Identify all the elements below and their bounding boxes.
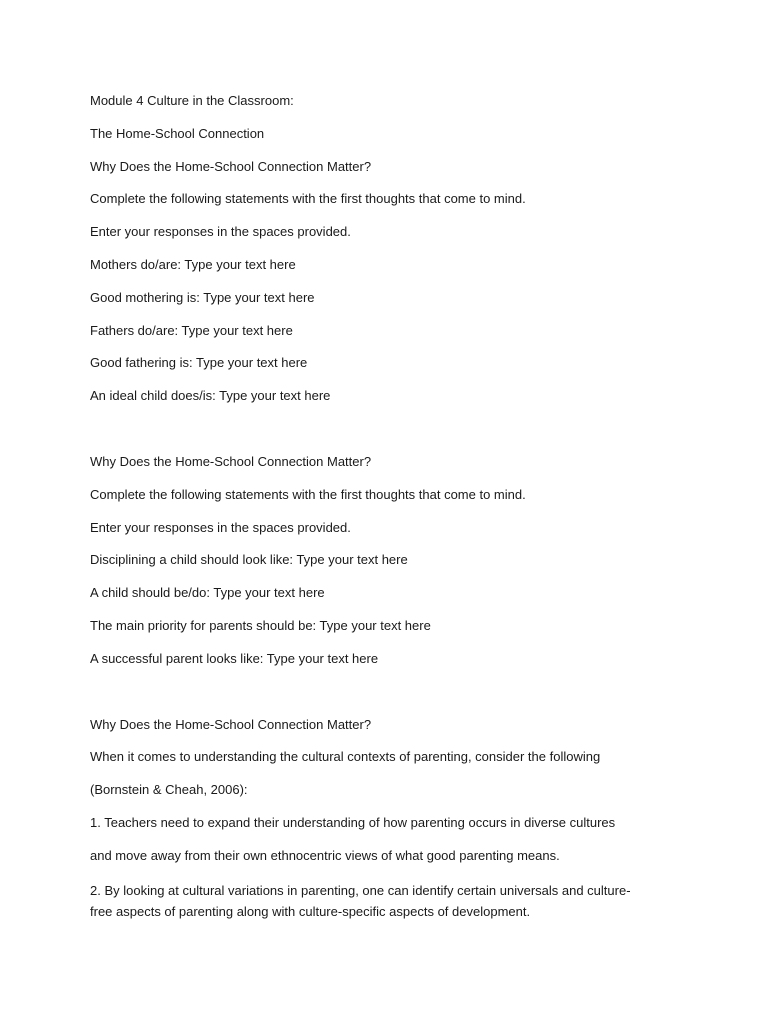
section-1-heading: Why Does the Home-School Connection Matter? [90,158,372,174]
field-prompt: Good fathering is: [90,355,196,371]
good-mothering-text-field[interactable]: Type your text here [203,289,315,305]
section-3-citation: (Bornstein & Cheah, 2006): [90,782,248,798]
section-spacer [90,420,680,453]
section-spacer [90,683,680,716]
field-prompt: The main priority for parents should be: [90,617,320,633]
point-1-line-1: 1. Teachers need to expand their understanding of how parenting occurs in diverse cultures [90,814,616,830]
ideal-child-text-field[interactable]: Type your text here [219,388,331,404]
section-3-line-1: When it comes to understanding the cultural contexts of parenting, consider the following [90,749,601,765]
fathers-text-field[interactable]: Type your text here [181,322,293,338]
form-row [90,551,680,569]
field-prompt: Good mothering is: [90,289,204,305]
form-row [90,584,680,602]
section-1-instruction-1: Complete the following statements with the first thoughts that come to mind. [90,191,526,207]
field-prompt: Disciplining a child should look like: [90,552,297,568]
section-2-instruction-2: Enter your responses in the spaces provided. [90,519,351,535]
field-prompt: A child should be/do: [90,585,214,601]
disciplining-text-field[interactable]: Type your text here [296,552,408,568]
document-title-line-2: The Home-School Connection [90,125,265,141]
document-page [90,92,680,922]
section-2-heading: Why Does the Home-School Connection Matter? [90,453,372,469]
field-prompt: An ideal child does/is: [90,388,220,404]
field-prompt: Mothers do/are: [90,256,185,272]
form-row [90,289,680,307]
child-should-text-field[interactable]: Type your text here [213,585,325,601]
form-row [90,256,680,274]
section-2-instruction-1: Complete the following statements with the first thoughts that come to mind. [90,486,526,502]
main-priority-text-field[interactable]: Type your text here [319,617,431,633]
point-2: 2. By looking at cultural variations in parenting, one can identify certain universals and culture-free aspects of parenting along with culture-specific aspects of development. [90,882,631,919]
mothers-text-field[interactable]: Type your text here [184,256,296,272]
successful-parent-text-field[interactable]: Type your text here [266,650,379,666]
form-row [90,617,680,635]
section-3-heading: Why Does the Home-School Connection Matter? [90,716,372,732]
point-1-line-2: and move away from their own ethnocentric views of what good parenting means. [90,847,560,863]
field-prompt: Fathers do/are: [90,322,182,338]
field-prompt: A successful parent looks like: [90,650,267,666]
document-title-line-1: Module 4 Culture in the Classroom: [90,93,294,108]
form-row [90,354,680,372]
form-row [90,387,680,405]
good-fathering-text-field[interactable]: Type your text here [196,355,308,371]
form-row [90,650,680,668]
section-1-instruction-2: Enter your responses in the spaces provided. [90,224,351,240]
form-row [90,322,680,340]
